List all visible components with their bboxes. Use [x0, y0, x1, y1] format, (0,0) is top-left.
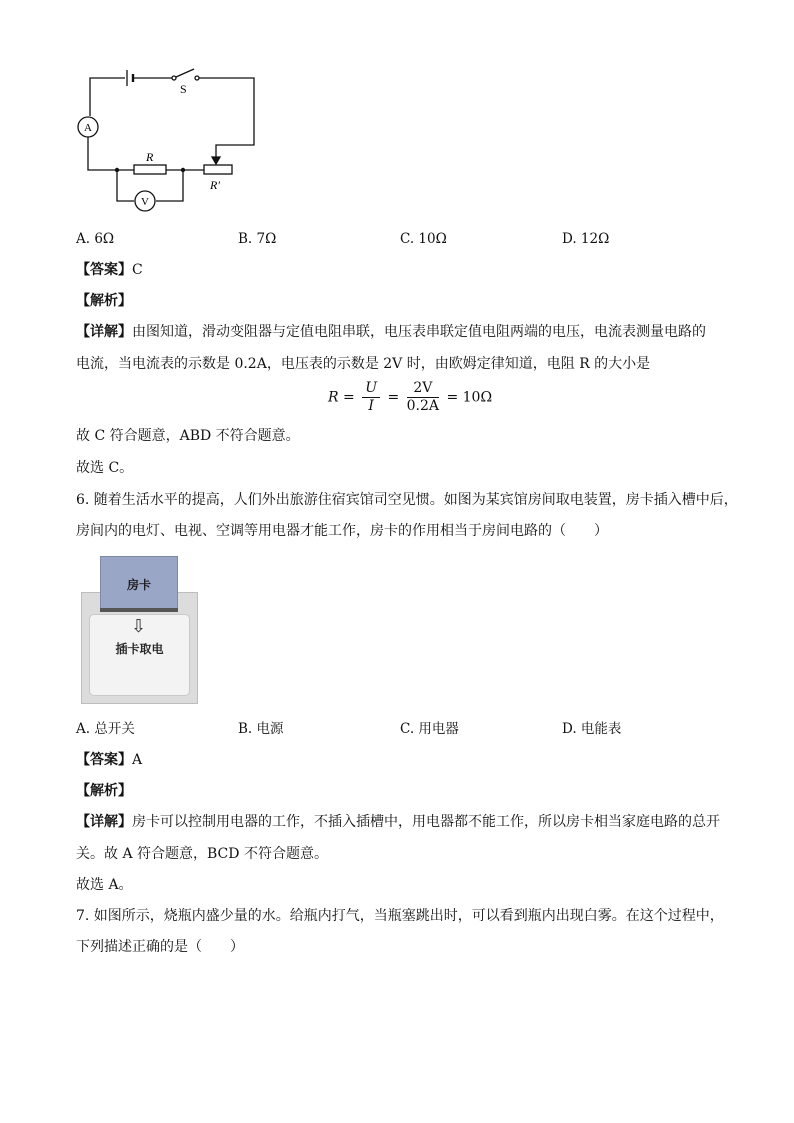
q5-option-d: D. 12Ω [562, 231, 610, 247]
q7-stem-line2: 下列描述正确的是（ ） [76, 939, 244, 955]
numerator-u: U [362, 380, 380, 398]
q6-detail-line2: 关。故 A 符合题意，BCD 不符合题意。 [76, 846, 328, 862]
down-arrow-icon: ⇩ [131, 616, 147, 637]
answer-value: A [132, 752, 143, 768]
circuit-diagram [70, 60, 270, 220]
room-card-photo [81, 556, 198, 704]
detail-text: 房卡可以控制用电器的工作，不插入插槽中，用电器都不能工作，所以房卡相当家庭电路的总开 [132, 814, 720, 830]
voltmeter-label: V [141, 196, 149, 208]
resistor-label: R [146, 150, 154, 164]
q6-option-d: D. 电能表 [562, 721, 622, 737]
q5-detail-line1 [76, 323, 706, 341]
q7-stem-line1: 7. 如图所示，烧瓶内盛少量的水。给瓶内打气，当瓶塞跳出时，可以看到瓶内出现白雾。在这个过程中， [76, 908, 724, 924]
formula-eq1: = [343, 389, 355, 406]
q6-analysis-tag: 【解析】 [76, 783, 132, 799]
room-card-label: 房卡 [126, 577, 151, 592]
q5-choice: 故选 C。 [76, 460, 134, 476]
answer-tag: 【答案】 [76, 752, 132, 768]
formula-eq2: = [387, 389, 400, 406]
fraction-u-over-i [362, 380, 380, 415]
detail-text: 由图知道，滑动变阻器与定值电阻串联，电压表串联定值电阻两端的电压，电流表测量电路的 [132, 324, 706, 340]
q5-option-a: A. 6Ω [76, 231, 115, 247]
q5-option-c: C. 10Ω [400, 231, 447, 247]
detail-tag: 【详解】 [76, 324, 132, 340]
insert-card-label: 插卡取电 [115, 642, 164, 656]
card-slot [100, 608, 178, 612]
q5-detail-line2: 电流，当电流表的示数是 0.2A，电压表的示数是 2V 时，由欧姆定律知道，电阻 R 的大小是 [76, 356, 651, 372]
answer-value: C [132, 262, 143, 278]
q5-conclusion: 故 C 符合题意，ABD 不符合题意。 [76, 428, 300, 444]
denominator-0-2a: 0.2A [406, 398, 440, 414]
rheostat-label: R′ [210, 178, 220, 192]
q6-stem-line2: 房间内的电灯、电视、空调等用电器才能工作，房卡的作用相当于房间电路的（ ） [76, 523, 608, 539]
answer-tag: 【答案】 [76, 262, 132, 278]
q6-detail-line1 [76, 813, 720, 831]
q6-answer [76, 751, 142, 769]
fraction-values [407, 380, 439, 415]
formula-result: = 10Ω [446, 389, 493, 406]
switch-label: S [180, 82, 187, 96]
q6-option-c: C. 用电器 [400, 721, 459, 737]
q6-stem-line1: 6. 随着生活水平的提高，人们外出旅游住宿宾馆司空见惯。如图为某宾馆房间取电装置，房卡插入槽中后， [76, 492, 738, 508]
q6-option-a: A. 总开关 [76, 721, 135, 737]
q6-choice: 故选 A。 [76, 877, 133, 893]
formula-lhs: R [328, 389, 339, 406]
detail-tag: 【详解】 [76, 814, 132, 830]
ohm-formula [328, 380, 492, 415]
room-card [100, 556, 178, 612]
denominator-i: I [368, 398, 374, 414]
q6-option-b: B. 电源 [238, 721, 284, 737]
numerator-2v: 2V [407, 380, 439, 398]
q5-analysis-tag: 【解析】 [76, 293, 132, 309]
q5-answer [76, 261, 143, 279]
q5-option-b: B. 7Ω [238, 231, 277, 247]
ammeter-label: A [84, 122, 92, 134]
